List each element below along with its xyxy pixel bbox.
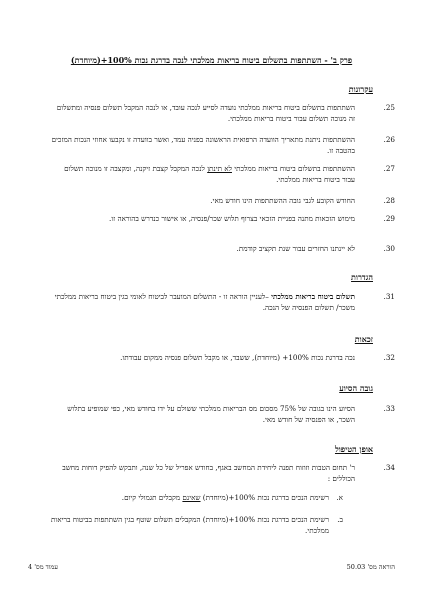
paragraph-28 (50, 195, 395, 206)
paragraph-number: 33. (383, 404, 395, 413)
footer-directive-number: הוראה מס' 50.03 (346, 563, 395, 571)
paragraph-number: 27. (383, 164, 395, 173)
paragraph-number: 31. (383, 292, 395, 301)
subparagraph-label: ב. (337, 515, 343, 524)
section-heading-procedure: אופן הטיפול (334, 444, 373, 454)
paragraph-text: החודש הקובע לגבי גובה ההשתתפות הינו חודש מאי. (210, 196, 355, 205)
paragraph-33 (50, 403, 395, 425)
section-heading-entitlement: זכאות (354, 334, 373, 344)
underlined-emphasis: לא תינתן (207, 164, 232, 173)
section-heading-coverage: גובה הסיוע (339, 383, 373, 393)
paragraph-26 (50, 134, 395, 156)
section-heading-principles: עקרונות (348, 84, 373, 94)
paragraph-text (50, 291, 355, 313)
paragraph-32 (50, 352, 395, 363)
chapter-title: פרק ב' - השתתפות בתשלום ביטוח בריאות ממלכתי לנכה בדרגת נכות 100%+(מיוחדת) (70, 55, 353, 65)
paragraph-text-part: –לעניין הוראה זו - התשלום המועבר לביטוח לאומי בגין ביטוח בריאות ממלכתי משכר/ תשלום הפנסיה של הנכה. (54, 292, 355, 312)
paragraph-number: 34. (383, 463, 395, 472)
paragraph-text: נכה בדרגת נכות 100%+ (מיוחדת), ששבד, או מקבל תשלום פנסיה ממקום עבודתו. (120, 353, 355, 362)
subparagraph-text (50, 492, 329, 503)
paragraph-text: ההשתתפות ניתנת מתאריך הוועדה הרפואית הראשונה בפניה עמד, ואשר בוועדה זו נקבעו אחוזי הנכות המזכים בהטבה זו. (51, 135, 355, 155)
paragraph-text: לא יינתנו החזרים עבור שנת תקציב קודמת. (236, 244, 355, 253)
subparagraph-a (50, 492, 343, 503)
paragraph-text: מימוש הזכאות מתנה בפניית הזכאי בצרוף תלוש שכר/פנסיה, או אישור כנדרש בהוראה זו. (109, 214, 355, 223)
paragraph-29 (50, 213, 395, 224)
paragraph-number: 32. (383, 353, 395, 362)
paragraph-text-part: לנכה המקבל קצבת זיקנה, ומקצבה זו מנוכה תשלום עבור ביטוח בריאות ממלכתי. (64, 164, 355, 184)
footer-page-number: עמוד מס' 4 (28, 563, 58, 571)
subparagraph-label: א. (336, 493, 343, 502)
paragraph-number: 25. (383, 103, 395, 112)
subparagraph-b (50, 514, 343, 536)
paragraph-27 (50, 163, 395, 185)
paragraph-number: 29. (383, 214, 395, 223)
subparagraph-text-part: רשימת הנכים בדרגת נכות 100%+(מיוחדת) (200, 493, 329, 502)
section-heading-definitions: הגדרות (351, 272, 373, 282)
paragraph-34 (50, 462, 395, 484)
paragraph-number: 30. (383, 244, 395, 253)
paragraph-text: השתתפות בתשלום ביטוח בריאות ממלכתי נועדה לסייע לנכה עובד, או לנכה המקבל תשלום פנסיה ומתשלום זה מנוכה תשלום עבור ביטוח בריאות ממלכתי. (56, 103, 355, 123)
paragraph-text: הסיוע הינו בגובה של 75% מסכום מס הבריאות ממלכתי ששולם על ידו בחודש מאי, כפי שמופיע בתלוש השכר, או הפנסיה של חודש מאי. (67, 404, 355, 424)
paragraph-number: 28. (383, 196, 395, 205)
paragraph-text (50, 163, 355, 185)
defined-term: תשלום ביטוח בריאות ממלכתי (271, 292, 355, 301)
subparagraph-text-part: מקבלים תגמולי קיום. (121, 493, 183, 502)
subparagraph-text: רשימת הנכים בדרגת נכות 100%+(מיוחדת) המקבלים תשלום שוטף בגין השתתפות בביטוח בריאות ממלכתי. (51, 515, 329, 535)
paragraph-text: ר' תחום הטבות וזוזוח תפנה ליחידת המחשב באגף, בחודש אפריל של כל שנה, ותבקש להפיק דוחות מחשב הכוללים : (62, 463, 355, 483)
underlined-emphasis: שאינם (182, 493, 201, 502)
paragraph-30 (50, 243, 395, 254)
paragraph-31 (50, 291, 395, 313)
paragraph-25 (50, 102, 395, 124)
paragraph-text-part: ההשתתפות בתשלום ביטוח בריאות ממלכתי (231, 164, 355, 173)
paragraph-number: 26. (383, 135, 395, 144)
